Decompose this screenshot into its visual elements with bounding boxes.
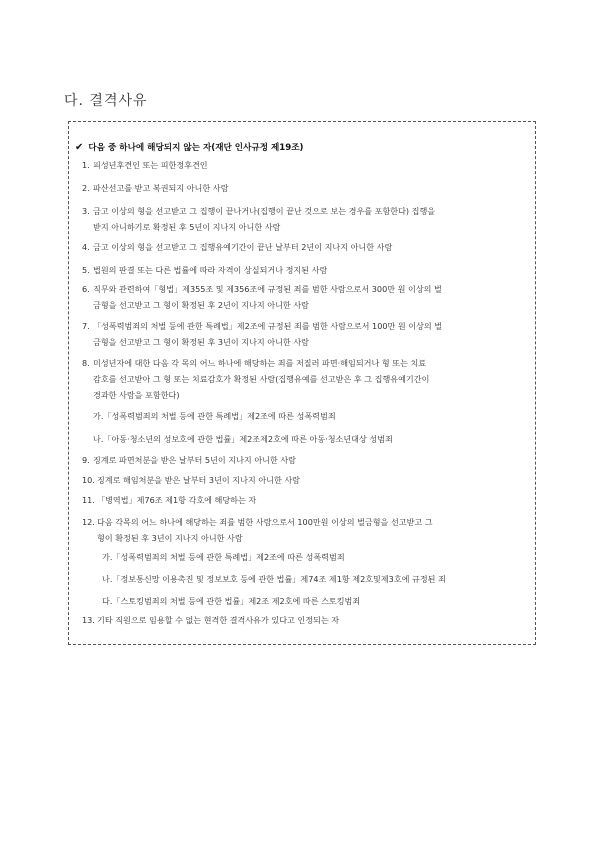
item-line: 가.「성폭력범죄의 처벌 등에 관한 특례법」제2조에 따른 성폭력범죄: [93, 411, 336, 421]
item-line: 다음 각목의 어느 하나에 해당하는 죄를 범한 사람으로서 100만원 이상의 벌금형을 선고받고 그: [97, 517, 433, 527]
item-line: 파산선고를 받고 복권되지 아니한 사람: [93, 183, 229, 193]
item-line: 경과한 사람을 포함한다): [93, 390, 180, 400]
item-line: 금고 이상의 형을 선고받고 그 집행이 끝나거나(집행이 끝난 것으로 보는 경우를 포함한다) 집행을: [93, 206, 436, 216]
item-line: 금고 이상의 형을 선고받고 그 집행유예기간이 끝난 날부터 2년이 지나지 아니한 사람: [93, 242, 393, 252]
item-number: 9.: [82, 455, 90, 465]
box-heading: [75, 141, 303, 153]
item-number: 11.: [82, 495, 95, 505]
item-line: 다.「스토킹범죄의 처벌 등에 관한 법률」제2조 제2호에 따른 스토킹범죄: [102, 596, 361, 606]
check-icon: ✔: [75, 142, 84, 153]
item-number: 12.: [82, 517, 95, 527]
heading-text: 다음 중 하나에 해당되지 않는 자(재단 인사규정 제19조): [88, 143, 304, 153]
item-line: 미성년자에 대한 다음 각 목의 어느 하나에 해당하는 죄를 저질러 파면·해임되거나 형 또는 치료: [93, 358, 427, 368]
item-line: 나.「아동·청소년의 성보호에 관한 법률」제2조제2호에 따른 아동·청소년대상 성범죄: [93, 434, 393, 444]
item-line: 감호를 선고받아 그 형 또는 치료감호가 확정된 사람(집행유예를 선고받은 후 그 집행유예기간이: [93, 374, 430, 384]
item-line: 직무와 관련하여「형법」제355조 및 제356조에 규정된 죄를 범한 사람으로서 300만 원 이상의 벌: [93, 284, 442, 294]
item-line: 피성년후견인 또는 피한정후견인: [93, 160, 208, 170]
item-number: 6.: [82, 284, 90, 294]
item-line: 나.「정보통신망 이용촉진 및 정보보호 등에 관한 법률」제74조 제1항 제2호및제3호에 규정된 죄: [102, 574, 446, 584]
item-number: 5.: [82, 265, 90, 275]
item-line: 형이 확정된 후 3년이 지나지 아니한 사람: [97, 533, 243, 543]
item-line: 가.「성폭력범죄의 처벌 등에 관한 특례법」제2조에 따른 성폭력범죄: [102, 552, 345, 562]
item-line: 금형을 선고받고 그 형이 확정된 후 3년이 지나지 아니한 사람: [93, 337, 309, 347]
item-line: 금형을 선고받고 그 형이 확정된 후 2년이 지나지 아니한 사람: [93, 300, 309, 310]
item-line: 법원의 판결 또는 다른 법률에 따라 자격이 상실되거나 정지된 사람: [93, 265, 328, 275]
item-number: 13.: [82, 615, 95, 625]
item-line: 받지 아니하기로 확정된 후 5년이 지나지 아니한 사람: [93, 222, 281, 232]
section-title: 다. 결격사유: [64, 93, 148, 109]
item-number: 10.: [82, 475, 95, 485]
item-line: 「병역법」제76조 제1항 각호에 해당하는 자: [97, 495, 257, 505]
item-number: 2.: [82, 183, 90, 193]
item-line: 징계로 해임처분을 받은 날부터 3년이 지나지 아니한 사람: [97, 475, 300, 485]
item-number: 4.: [82, 242, 90, 252]
item-number: 8.: [82, 358, 90, 368]
item-number: 1.: [82, 160, 90, 170]
item-line: 징계로 파면처분을 받은 날부터 5년이 지나지 아니한 사람: [93, 455, 296, 465]
item-number: 7.: [82, 321, 90, 331]
item-line: 「성폭력범죄의 처벌 등에 관한 특례법」제2조에 규정된 죄를 범한 사람으로서 100만 원 이상의 벌: [93, 321, 443, 331]
item-number: 3.: [82, 206, 90, 216]
item-line: 기타 직원으로 임용할 수 없는 현격한 결격사유가 있다고 인정되는 자: [97, 615, 340, 625]
